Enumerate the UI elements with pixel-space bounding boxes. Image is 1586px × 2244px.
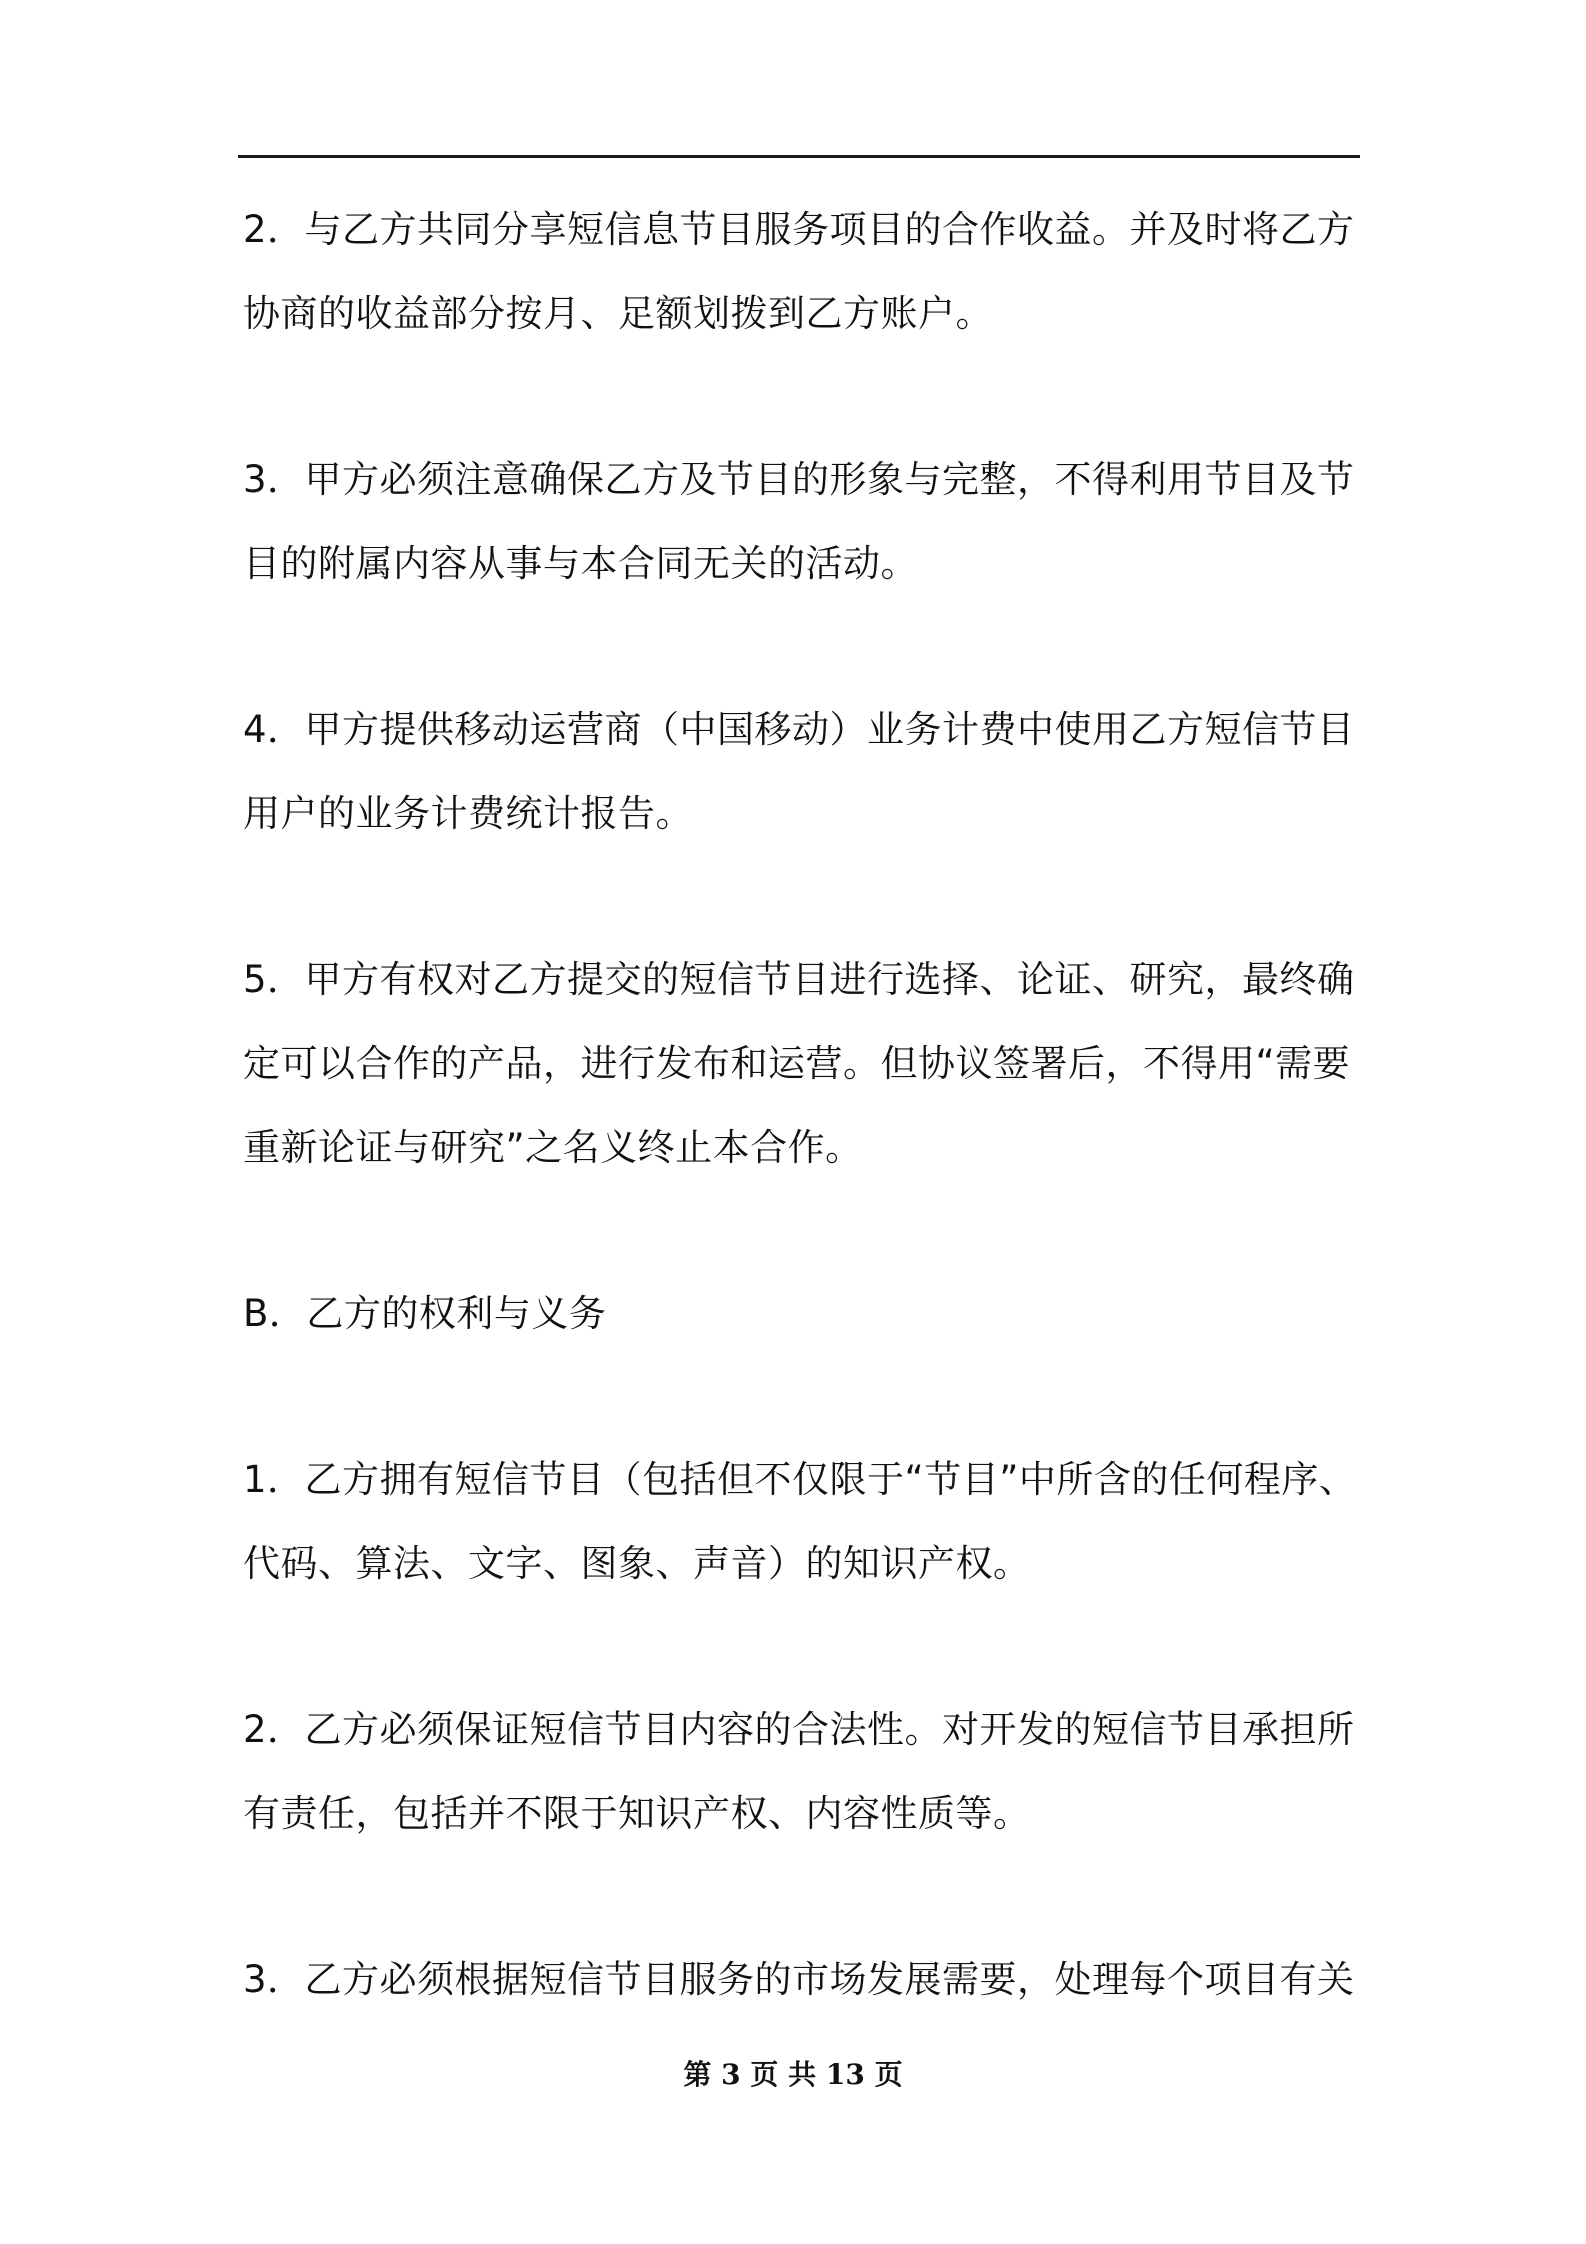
- header-rule: [238, 155, 1360, 158]
- text-line: 3．甲方必须注意确保乙方及节目的形象与完整，不得利用节目及节: [243, 458, 1355, 501]
- text-line: 协商的收益部分按月、足额划拨到乙方账户。: [243, 292, 993, 335]
- text-line: 3．乙方必须根据短信节目服务的市场发展需要，处理每个项目有关: [243, 1958, 1355, 2001]
- text-line: 1．乙方拥有短信节目（包括但不仅限于“节目”中所含的任何程序、: [243, 1458, 1357, 1501]
- text-line: 目的附属内容从事与本合同无关的活动。: [243, 542, 918, 585]
- text-line: 5．甲方有权对乙方提交的短信节目进行选择、论证、研究，最终确: [243, 958, 1355, 1001]
- text-line: 代码、算法、文字、图象、声音）的知识产权。: [243, 1542, 1031, 1585]
- section-heading: B．乙方的权利与义务: [243, 1292, 607, 1335]
- text-line: 2．乙方必须保证短信节目内容的合法性。对开发的短信节目承担所: [243, 1708, 1355, 1751]
- text-line: 2．与乙方共同分享短信息节目服务项目的合作收益。并及时将乙方: [243, 208, 1355, 251]
- page-number: 第 3 页 共 13 页: [683, 2058, 903, 2091]
- text-line: 重新论证与研究”之名义终止本合作。: [243, 1126, 863, 1169]
- text-line: 有责任，包括并不限于知识产权、内容性质等。: [243, 1792, 1031, 1835]
- text-line: 用户的业务计费统计报告。: [243, 792, 693, 835]
- text-line: 定可以合作的产品，进行发布和运营。但协议签署后，不得用“需要: [243, 1042, 1351, 1085]
- text-line: 4．甲方提供移动运营商（中国移动）业务计费中使用乙方短信节目: [243, 708, 1355, 751]
